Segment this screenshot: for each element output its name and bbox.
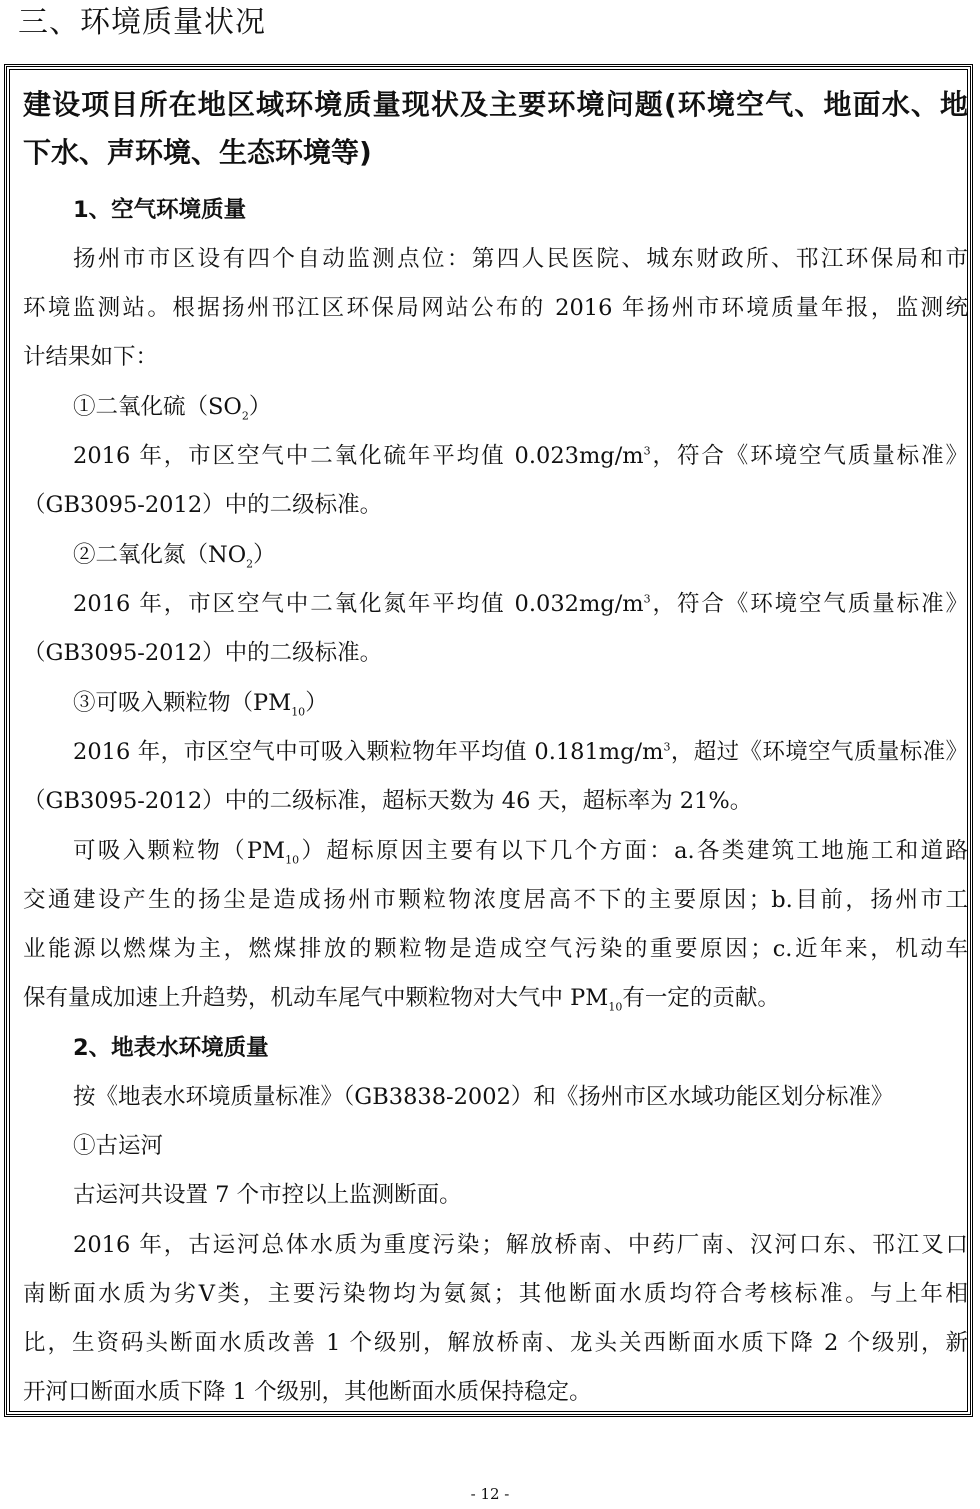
pm10-reason-line-4: 保有量成加速上升趋势，机动车尾气中颗粒物对大气中 $PM_{10}$有一定的贡献。 xyxy=(23,985,780,1014)
box-heading-line-1: 建设项目所在地区域环境质量现状及主要环境问题(环境空气、地面水、地 xyxy=(23,88,968,121)
air-intro-line-2: 环境监测站。根据扬州邗江区环保局网站公布的 2016 年扬州市环境质量年报，监测统 xyxy=(23,295,968,321)
content-box xyxy=(4,64,973,1417)
no2-label: ②二氧化氮$(NO_2)$ xyxy=(73,542,276,571)
so2-label: ①二氧化硫$(SO_2)$ xyxy=(73,394,272,423)
air-quality-title: 1、空气环境质量 xyxy=(73,197,247,223)
surface-water-title: 2、地表水环境质量 xyxy=(73,1035,269,1061)
canal-desc-line-1: 2016 年，古运河总体水质为重度污染；解放桥南、中药厂南、汉河口东、邗江叉口 xyxy=(73,1232,968,1258)
pm10-label: ③可吸入颗粒物$(PM_{10})$ xyxy=(73,690,328,719)
air-intro-line-1: 扬州市市区设有四个自动监测点位：第四人民医院、城东财政所、邗江环保局和市 xyxy=(73,246,968,272)
pm10-reason-line-2: 交通建设产生的扬尘是造成扬州市颗粒物浓度居高不下的主要原因；b.目前，扬州市工 xyxy=(23,887,968,913)
box-heading-line-2: 下水、声环境、生态环境等) xyxy=(23,136,372,169)
canal-desc-line-2: 南断面水质为劣Ⅴ类，主要污染物均为氨氮；其他断面水质均符合考核标准。与上年相 xyxy=(23,1281,968,1307)
section-title: 三、环境质量状况 xyxy=(18,5,266,40)
no2-result-line-1: 2016 年，市区空气中二氧化氮年平均值 $0.032mg/m^3$，符合《环境空气质量标准》 xyxy=(73,591,968,617)
pm10-result-line-2: （GB3095-2012）中的二级标准，超标天数为 46 天，超标率为 21%。 xyxy=(23,788,753,814)
pm10-result-line-1: 2016 年，市区空气中可吸入颗粒物年平均值 $0.181mg/m^3$，超过《环境空气质量标准》 xyxy=(73,739,968,765)
canal-desc-line-4: 开河口断面水质下降 1 个级别，其他断面水质保持稳定。 xyxy=(23,1379,592,1405)
so2-result-line-2: （GB3095-2012）中的二级标准。 xyxy=(23,492,383,518)
so2-result-line-1: 2016 年，市区空气中二氧化硫年平均值 $0.023mg/m^3$，符合《环境空气质量标准》 xyxy=(73,443,968,469)
pm10-reason-line-1: 可吸入颗粒物$(PM_{10})$超标原因主要有以下几个方面：a.各类建筑工地施工和道路 xyxy=(73,838,968,867)
pm10-reason-line-3: 业能源以燃煤为主，燃煤排放的颗粒物是造成空气污染的重要原因；c.近年来，机动车 xyxy=(23,936,968,962)
ancient-canal-label: ①古运河 xyxy=(73,1133,164,1159)
air-intro-line-3: 计结果如下： xyxy=(23,344,159,370)
ancient-canal-sections: 古运河共设置 7 个市控以上监测断面。 xyxy=(73,1182,462,1208)
water-standard-basis: 按《地表水环境质量标准》（GB3838-2002）和《扬州市区水域功能区划分标准》 xyxy=(73,1084,894,1110)
canal-desc-line-3: 比，生资码头断面水质改善 1 个级别，解放桥南、龙头关西断面水质下降 2 个级别，新 xyxy=(23,1330,968,1356)
no2-result-line-2: （GB3095-2012）中的二级标准。 xyxy=(23,640,383,666)
page-number: - 12 - xyxy=(470,1485,510,1503)
